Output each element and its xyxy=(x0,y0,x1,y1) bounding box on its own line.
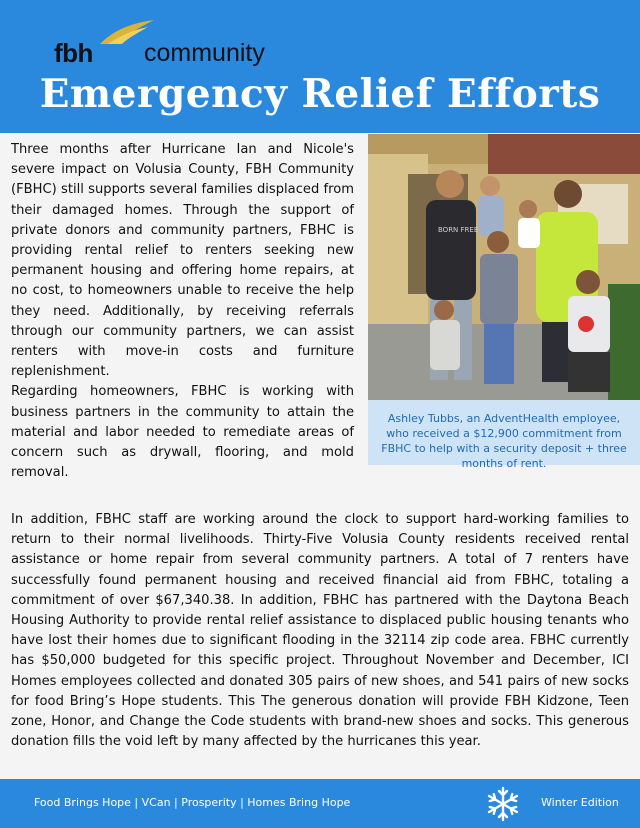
fbh-community-logo xyxy=(52,18,292,68)
snowflake-icon xyxy=(484,785,522,823)
logo-fbh-text: fbh xyxy=(54,38,93,68)
photo-caption: Ashley Tubbs, an AdventHealth employee, who received a $12,900 commitment from FBHC to help with a security deposit + three months of rent. xyxy=(368,400,640,465)
shirt-text: BORN FREE xyxy=(438,226,479,234)
intro-text xyxy=(11,140,354,483)
logo-community-text: community xyxy=(144,39,265,67)
intro-paragraph-1: Three months after Hurricane Ian and Nicole's severe impact on Volusia County, FBH Community (FBHC) still supports several families displaced from their damaged homes. Through the support of private donors and community partners, FBHC is providing rental relief to renters seeking new permanent housing and offering home repairs, at no cost, to homeowners unable to receive the help they need. Additionally, by receiving referrals through our community partners, we can assist renters with move-in costs and furniture replenishment. xyxy=(11,142,354,380)
header-banner xyxy=(0,0,640,133)
body-paragraph: In addition, FBHC staff are working around the clock to support hard-working families to return to their normal livelihoods. Thirty-Five Volusia County residents received rental assistance or home repair from several community partners. A total of 7 renters have successfully found permanent housing and received financial aid from FBHC, totaling a commitment of over $67,340.38. In addition, FBHC has partnered with the Daytona Beach Housing Authority to provide rental relief assistance to displaced public housing tenants who have lost their homes due to significant flooding in the 32114 zip code area. FBHC currently has $50,000 budgeted for this specific project. Throughout November and December, ICI Homes employees collected and donated 305 pairs of new shoes, and 541 pairs of new socks for food Bring’s Hope students. This The generous donation will provide FBH Kidzone, Teen zone, Honor, and Change the Code students with brand-new shoes and socks. This generous donation fills the void left by many affected by the hurricanes this year. xyxy=(11,512,629,750)
footer-program-links: Food Brings Hope | VCan | Prosperity | Homes Bring Hope xyxy=(34,796,351,809)
footer-banner xyxy=(0,779,640,828)
intro-paragraph-2: Regarding homeowners, FBHC is working with business partners in the community to attain the material and labor needed to remediate areas of concern such as drywall, flooring, and mold removal. xyxy=(11,384,354,481)
edition-label: Winter Edition xyxy=(541,796,619,809)
family-photo-illustration xyxy=(368,134,640,400)
page-title: Emergency Relief Efforts xyxy=(39,71,601,117)
family-photo xyxy=(368,134,640,400)
